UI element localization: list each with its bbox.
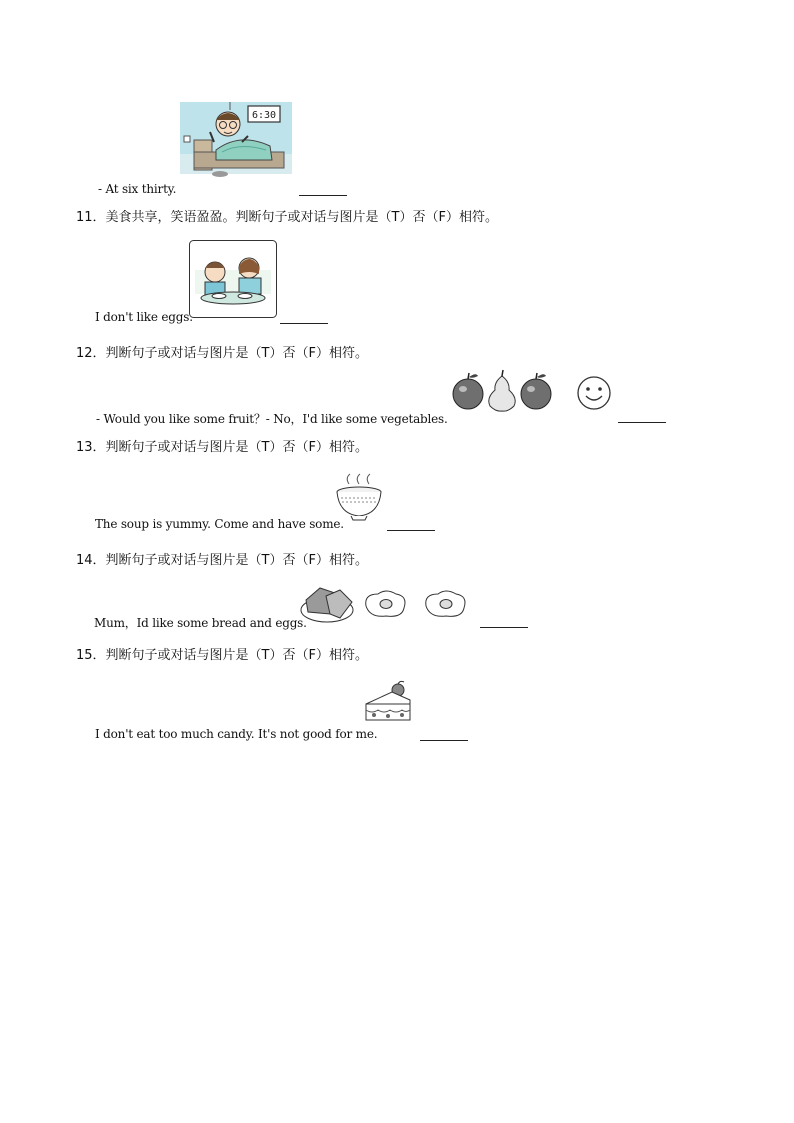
cake-slice-icon	[362, 682, 414, 724]
apple-icon	[521, 373, 551, 409]
children-eating-illustration	[189, 240, 277, 318]
q11-header: 11．美食共享，笑语盈盈。判断句子或对话与图片是（T）否（F）相符。	[76, 210, 498, 225]
q11-answer-blank[interactable]	[280, 323, 328, 324]
q14-sentence: Mum，Id like some bread and eggs.	[94, 616, 307, 630]
smiley-face-icon	[576, 375, 612, 411]
q10-answer-blank[interactable]	[299, 195, 347, 196]
apple-icon	[453, 373, 483, 409]
q13-header: 13．判断句子或对话与图片是（T）否（F）相符。	[76, 440, 368, 455]
pear-icon	[489, 370, 515, 411]
q13-sentence: The soup is yummy. Come and have some.	[95, 517, 344, 531]
q15-sentence: I don't eat too much candy. It's not good for me.	[95, 727, 378, 741]
q12-header: 12．判断句子或对话与图片是（T）否（F）相符。	[76, 346, 368, 361]
q15-header: 15．判断句子或对话与图片是（T）否（F）相符。	[76, 648, 368, 663]
q13-answer-blank[interactable]	[387, 530, 435, 531]
fruit-illustration	[452, 370, 552, 412]
fried-egg-icon	[366, 591, 405, 616]
q11-sentence: I don't like eggs.	[95, 310, 193, 324]
q12-answer-blank[interactable]	[618, 422, 666, 423]
q14-answer-blank[interactable]	[480, 627, 528, 628]
q14-header: 14．判断句子或对话与图片是（T）否（F）相符。	[76, 553, 368, 568]
q12-sentence: - Would you like some fruit？- No，I'd like some vegetables.	[96, 412, 448, 426]
q15-answer-blank[interactable]	[420, 740, 468, 741]
bread-icon	[301, 588, 353, 622]
q10-answer-text: - At six thirty.	[98, 182, 177, 196]
boy-waking-up-illustration	[180, 102, 292, 178]
bread-and-eggs-illustration	[300, 580, 478, 626]
fried-egg-icon	[426, 591, 465, 616]
clock-time-label: 6:30	[251, 110, 277, 121]
soup-bowl-icon	[333, 474, 385, 522]
